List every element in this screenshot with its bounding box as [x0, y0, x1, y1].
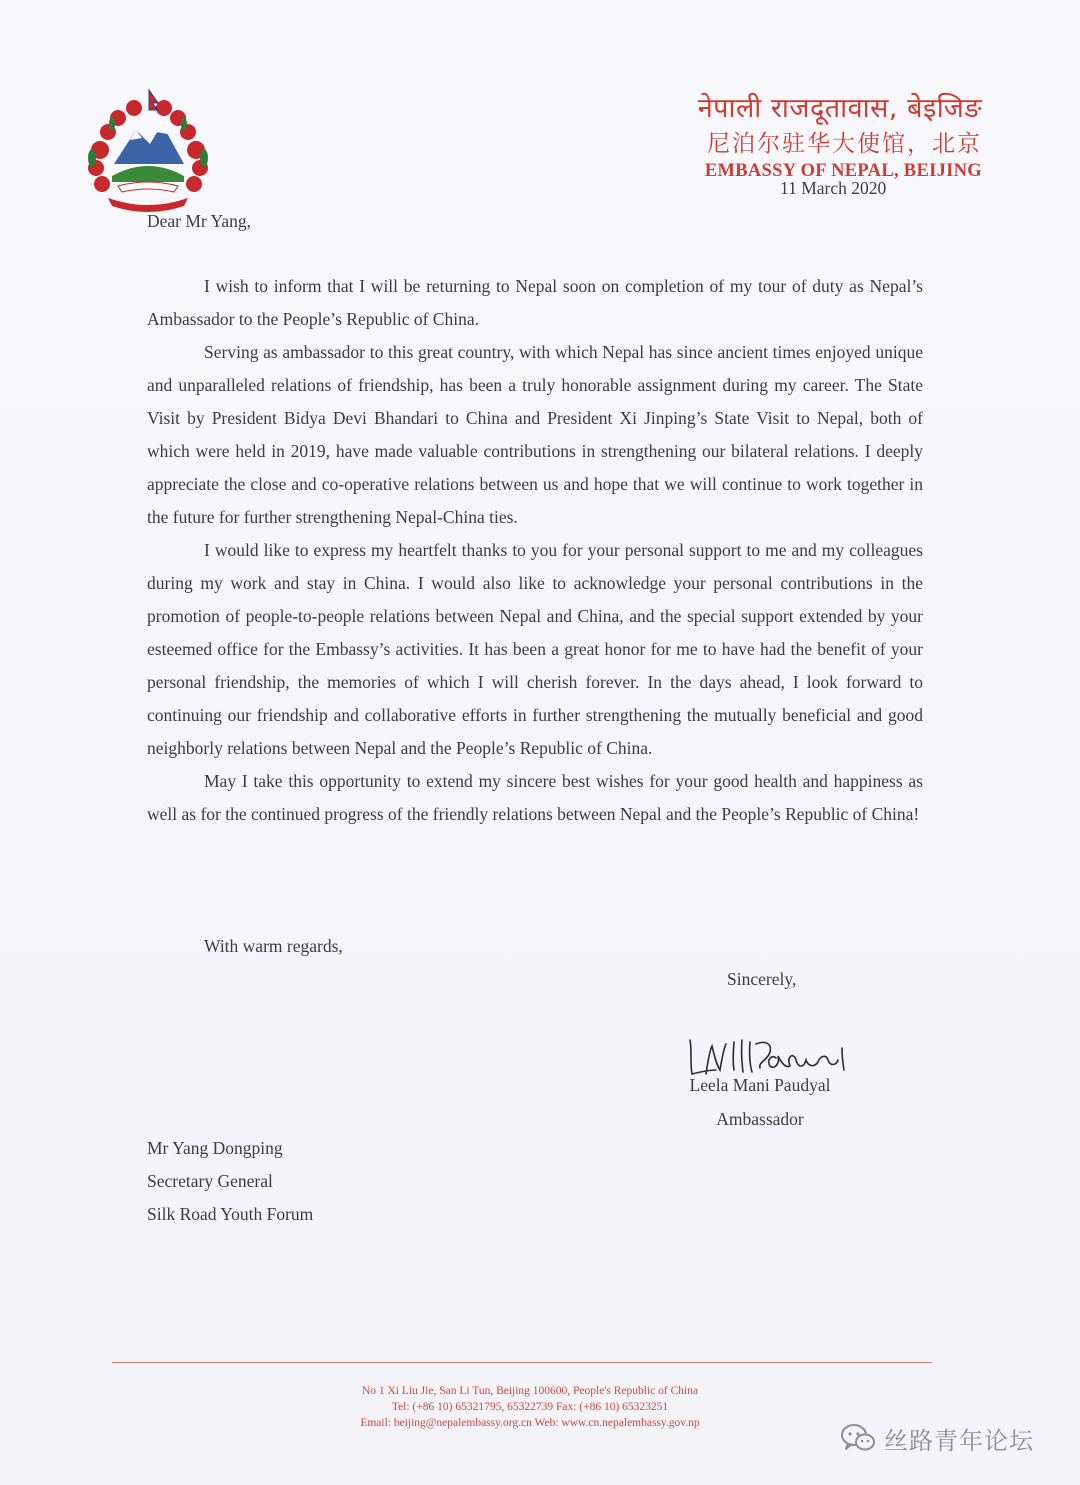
signer-block: [680, 1068, 840, 1136]
wechat-icon: [840, 1423, 876, 1453]
paragraph: I wish to inform that I will be returning to Nepal soon on completion of my tour of duty as Nepal’s Ambassador to the People’s Republic of China.: [147, 276, 923, 329]
letterhead-nepali: नेपाली राजदूतावास, बेइजिङ: [697, 93, 982, 124]
signer-name: Leela Mani Paudyal: [689, 1075, 831, 1095]
paragraph: May I take this opportunity to extend my sincere best wishes for your good health and happiness as well as for the continued progress of the friendly relations between Nepal and the People’s Republic of China!: [147, 771, 923, 824]
footer-phone: Tel: (+86 10) 65321795, 65322739 Fax: (+86 10) 65323251: [391, 1401, 669, 1413]
signer-title: Ambassador: [716, 1109, 804, 1129]
footer-contact: [200, 1383, 860, 1431]
letter-date: 11 March 2020: [780, 178, 887, 198]
paragraph: I would like to express my heartfelt thanks to you for your personal support to me and my colleagues during my work and stay in China. I would also like to acknowledge your personal contributions in the promotion of people-to-people relations between Nepal and China, and the special support extended by your esteemed office for the Embassy’s activities. It has been a great honor for me to have had the benefit of your personal friendship, the memories of which I will cherish forever. In the days ahead, I look forward to continuing our friendship and collaborative efforts in further strengthening the mutually beneficial and good neighborly relations between Nepal and the People’s Republic of China.: [147, 540, 923, 758]
nepal-coat-of-arms-icon: [78, 86, 218, 212]
letterhead: [698, 92, 982, 182]
salutation: Dear Mr Yang,: [147, 211, 252, 231]
footer-divider: [112, 1362, 932, 1363]
footer-email-web: Email: beijing@nepalembassy.org.cn Web: www.cn.nepalembassy.gov.np: [360, 1417, 700, 1429]
letterhead-english: EMBASSY OF NEPAL, BEIJING: [704, 161, 982, 181]
letter-body: [147, 270, 923, 831]
recipient-block: [147, 1132, 313, 1231]
recipient-title: Secretary General: [147, 1171, 273, 1191]
recipient-organization: Silk Road Youth Forum: [147, 1204, 314, 1224]
sign-off: Sincerely,: [727, 969, 797, 989]
watermark-text: 丝路青年论坛: [884, 1426, 1034, 1455]
letterhead-chinese: 尼泊尔驻华大使馆，北京: [707, 131, 982, 157]
watermark: [840, 1416, 1034, 1460]
footer-address: No 1 Xi Liu Jie, San Li Tun, Beijing 100600, People's Republic of China: [361, 1385, 699, 1397]
recipient-name: Mr Yang Dongping: [147, 1138, 283, 1158]
paragraph: Serving as ambassador to this great country, with which Nepal has since ancient times enjoyed unique and unparalleled relations of friendship, has been a truly honorable assignment during my career. The State Visit by President Bidya Devi Bhandari to China and President Xi Jinping’s State Visit to Nepal, both of which were held in 2019, have made valuable contributions in strengthening our bilateral relations. I deeply appreciate the close and co-operative relations between us and hope that we will continue to work together in the future for further strengthening Nepal-China ties.: [147, 342, 923, 527]
closing: With warm regards,: [204, 936, 343, 956]
